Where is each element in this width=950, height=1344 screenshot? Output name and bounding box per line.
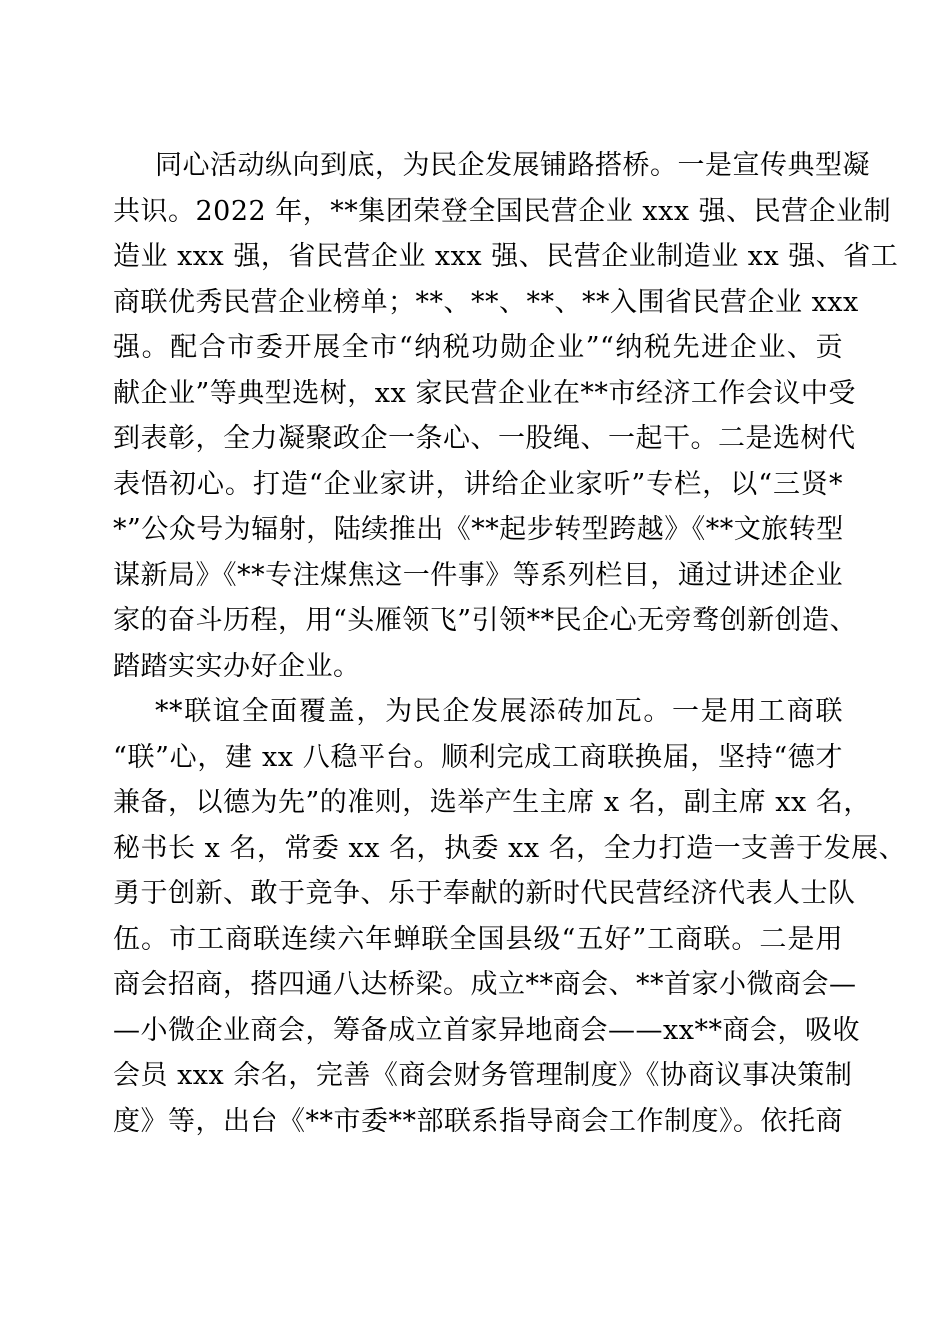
text-line: **联谊全面覆盖，为民企发展添砖加瓦。一是用工商联: [155, 696, 843, 727]
text-line: 勇于创新、敢于竞争、乐于奉献的新时代民营经济代表人士队: [113, 878, 856, 909]
text-line: 商会招商，搭四通八达桥梁。成立**商会、**首家小微商会—: [113, 969, 857, 1000]
text-line: 同心活动纵向到底，为民企发展铺路搭桥。一是宣传典型凝: [155, 150, 870, 181]
text-line: 秘书长 x 名，常委 xx 名，执委 xx 名，全力打造一支善于发展、: [113, 832, 907, 864]
text-line: 商联优秀民营企业榜单；**、**、**、**入围省民营企业 xxx: [113, 286, 859, 318]
text-line: 造业 xxx 强，省民营企业 xxx 强、民营企业制造业 xx 强、省工: [113, 241, 899, 272]
text-line: 踏踏实实办好企业。: [113, 650, 361, 682]
text-line: 家的奋斗历程，用“头雁领飞”引领**民企心无旁骛创新创造、: [113, 605, 858, 636]
text-line: 共识。2022 年，**集团荣登全国民营企业 xxx 强、民营企业制: [113, 195, 892, 227]
text-line: 表悟初心。打造“企业家讲，讲给企业家听”专栏，以“三贤*: [113, 468, 843, 500]
text-line: —小微企业商会，筹备成立首家异地商会——xx**商会，吸收: [113, 1014, 860, 1046]
body-text: [113, 143, 907, 1144]
text-line: 强。配合市委开展全市“纳税功勋企业”“纳税先进企业、贡: [113, 332, 843, 363]
text-line: 谋新局》《**专注煤焦这一件事》等系列栏目，通过讲述企业: [113, 559, 843, 591]
text-line: *”公众号为辐射，陆续推出《**起步转型跨越》《**文旅转型: [113, 514, 844, 545]
text-line: “联”心，建 xx 八稳平台。顺利完成工商联换届，坚持“德才: [113, 741, 843, 773]
text-line: 会员 xxx 余名，完善《商会财务管理制度》《协商议事决策制: [113, 1060, 853, 1091]
text-line: 度》等，出台《**市委**部联系指导商会工作制度》。依托商: [113, 1105, 843, 1137]
text-line: 献企业”等典型选树，xx 家民营企业在**市经济工作会议中受: [113, 377, 856, 409]
text-line: 到表彰，全力凝聚政企一条心、一股绳、一起干。二是选树代: [113, 423, 856, 454]
text-line: 兼备，以德为先”的准则，选举产生主席 x 名，副主席 xx 名，: [113, 787, 871, 818]
text-line: 伍。市工商联连续六年蝉联全国县级“五好”工商联。二是用: [113, 923, 843, 955]
paragraph-2: [113, 689, 907, 1144]
paragraph-1: [113, 143, 899, 689]
